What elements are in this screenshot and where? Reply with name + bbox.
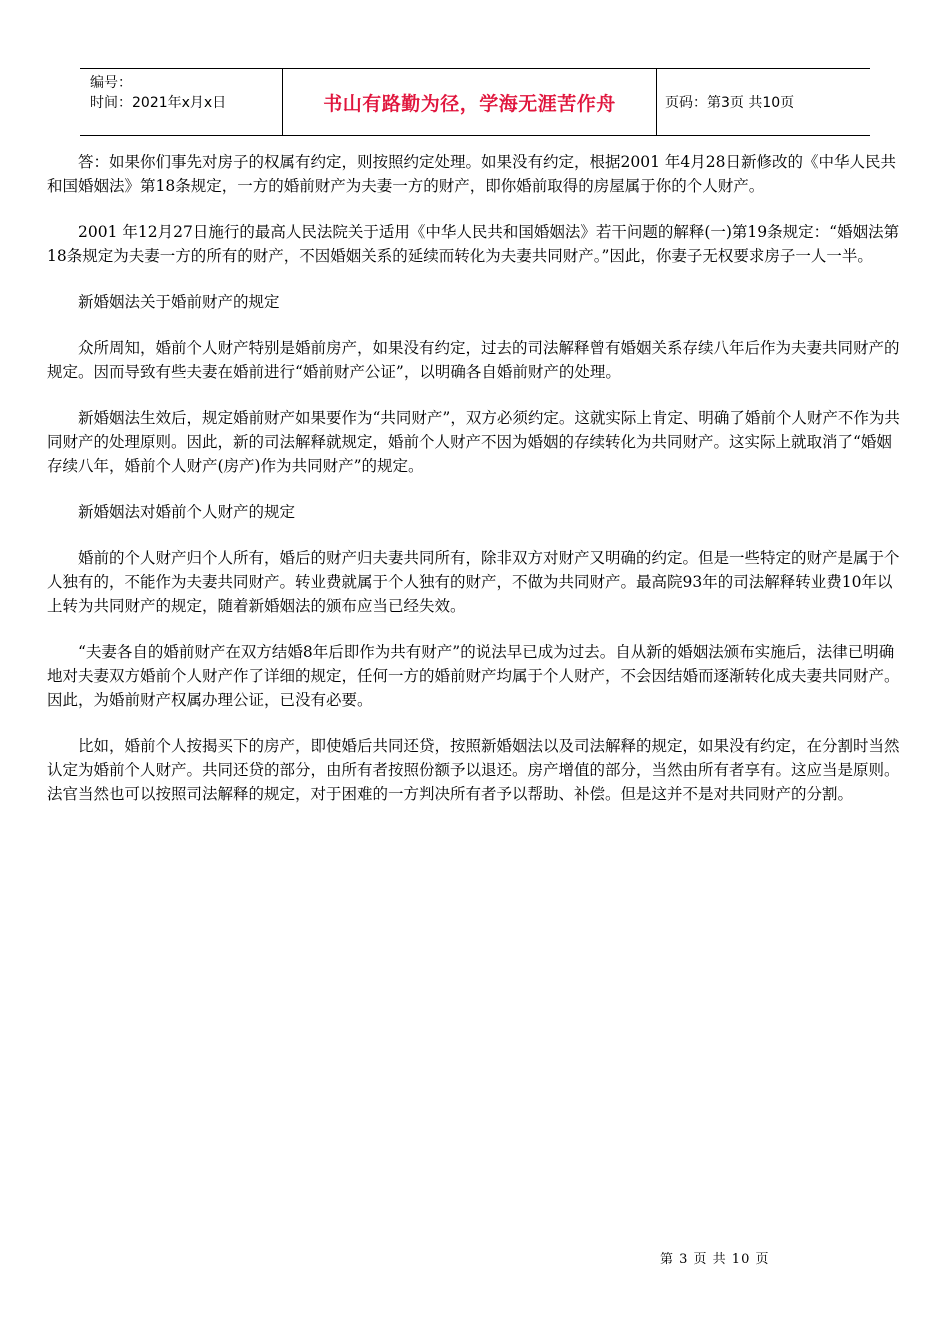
section-heading-personal-property: 新婚姻法对婚前个人财产的规定 xyxy=(78,503,296,521)
page-footer: 第 3 页 共 10 页 xyxy=(660,1252,770,1267)
header-meta xyxy=(80,69,282,135)
paragraph-mortgage-example: 比如，婚前个人按揭买下的房产，即使婚后共同还贷，按照新婚姻法以及司法解释的规定，如果没有约定，在分割时当然认定为婚前个人财产。共同还贷的部分，由所有者按照份额予以退还。房产增值的部分，当然由所有者享有。这应当是原则。法官当然也可以按照司法解释的规定，对于困难的一方判决所有者予以帮助、补偿。但是这并不是对共同财产的分割。 xyxy=(47,737,900,803)
paragraph-new-law-effect: 新婚姻法生效后，规定婚前财产如果要作为“共同财产”，双方必须约定。这就实际上肯定、明确了婚前个人财产不作为共同财产的处理原则。因此，新的司法解释就规定，婚前个人财产不因为婚姻的存续转化为共同财产。这实际上就取消了“婚姻存续八年，婚前个人财产(房产)作为共同财产”的规定。 xyxy=(47,409,900,475)
paragraph-answer: 答：如果你们事先对房子的权属有约定，则按照约定处理。如果没有约定，根据2001 年4月28日新修改的《中华人民共和国婚姻法》第18条规定，一方的婚前财产为夫妻一方的财产，即你婚前取得的房屋属于你的个人财产。 xyxy=(47,153,896,195)
doc-time-label: 时间：2021年x月x日 xyxy=(90,95,227,111)
header-page-info: 页码：第3页 共10页 xyxy=(665,95,795,111)
section-heading-premarital-property: 新婚姻法关于婚前财产的规定 xyxy=(78,293,280,311)
doc-number-label: 编号： xyxy=(90,75,132,91)
page-header xyxy=(80,68,870,136)
paragraph-personal-property: 婚前的个人财产归个人所有，婚后的财产归夫妻共同所有，除非双方对财产又明确的约定。但是一些特定的财产是属于个人独有的，不能作为夫妻共同财产。转业费就属于个人独有的财产，不做为共同财产。最高院93年的司法解释转业费10年以上转为共同财产的规定，随着新婚姻法的颁布应当已经失效。 xyxy=(47,549,900,615)
header-motto: 书山有路勤为径，学海无涯苦作舟 xyxy=(282,69,657,135)
paragraph-interpretation: 2001 年12月27日施行的最高人民法院关于适用《中华人民共和国婚姻法》若干问题的解释(一)第19条规定：“婚姻法第18条规定为夫妻一方的所有的财产，不因婚姻关系的延续而转化为夫妻共同财产。”因此，你妻子无权要求房子一人一半。 xyxy=(47,223,900,265)
paragraph-well-known: 众所周知，婚前个人财产特别是婚前房产，如果没有约定，过去的司法解释曾有婚姻关系存续八年后作为夫妻共同财产的规定。因而导致有些夫妻在婚前进行“婚前财产公证”，以明确各自婚前财产的处理。 xyxy=(47,339,900,381)
document-body xyxy=(47,150,905,828)
paragraph-eight-years: “夫妻各自的婚前财产在双方结婚8年后即作为共有财产”的说法早已成为过去。自从新的婚姻法颁布实施后，法律已明确地对夫妻双方婚前个人财产作了详细的规定，任何一方的婚前财产均属于个人财产，不会因结婚而逐渐转化成夫妻共同财产。因此，为婚前财产权属办理公证，已没有必要。 xyxy=(47,643,900,709)
